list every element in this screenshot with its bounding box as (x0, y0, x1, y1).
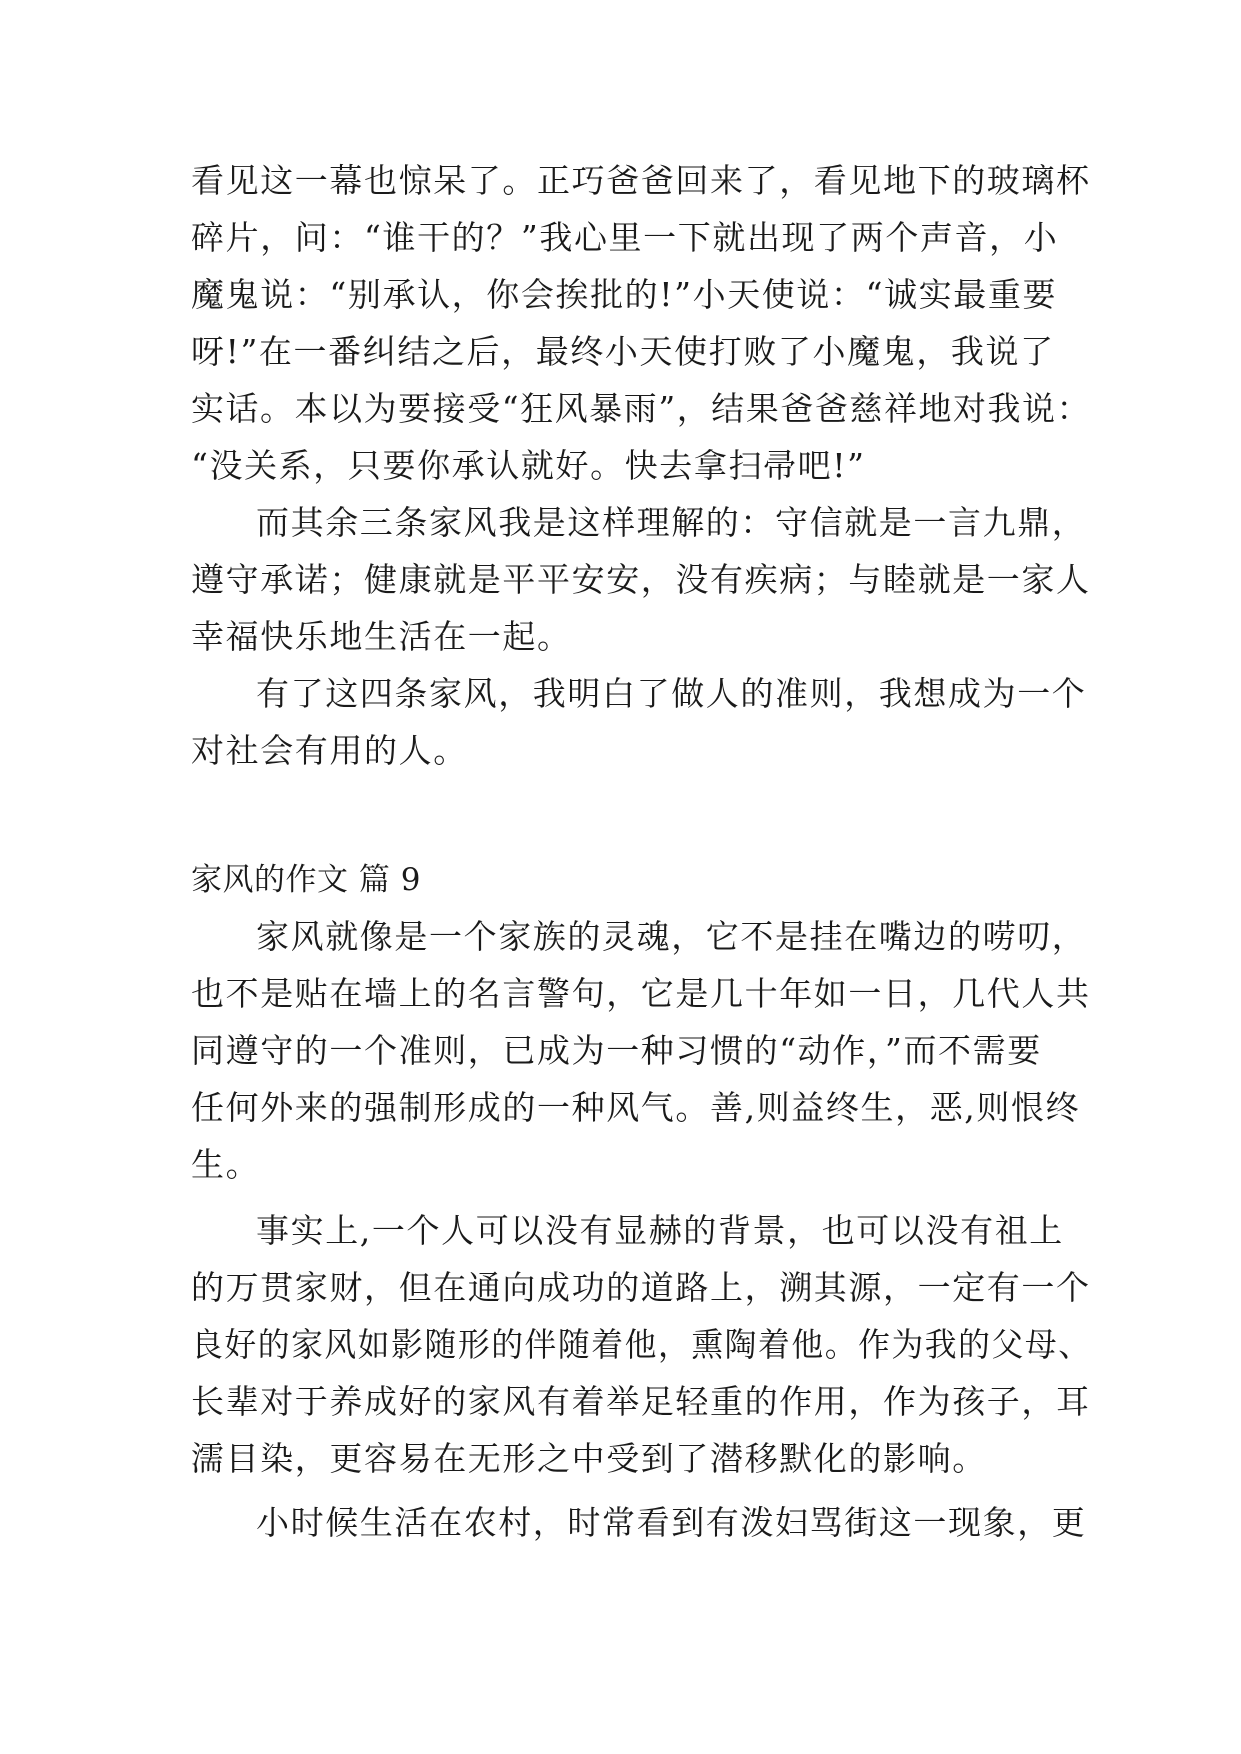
text-line: 呀!”在一番纠结之后，最终小天使打败了小魔鬼，我说了 (191, 332, 1055, 371)
text-line: 同遵守的一个准则，已成为一种习惯的“动作，”而不需要 (191, 1031, 1042, 1070)
text-line: 魔鬼说：“别承认，你会挨批的!”小天使说：“诚实最重要 (191, 275, 1058, 314)
text-line: 实话。本以为要接受“狂风暴雨”，结果爸爸慈祥地对我说： (191, 389, 1092, 428)
text-line: 遵守承诺；健康就是平平安安，没有疾病；与睦就是一家人 (191, 560, 1091, 599)
text-line: 幸福快乐地生活在一起。 (191, 617, 572, 656)
text-line: 对社会有用的人。 (191, 731, 468, 770)
text-line: 事实上,一个人可以没有显赫的背景，也可以没有祖上 (256, 1211, 1064, 1250)
text-line: 家风就像是一个家族的灵魂，它不是挂在嘴边的唠叨， (256, 917, 1087, 956)
text-line: 濡目染，更容易在无形之中受到了潜移默化的影响。 (191, 1439, 987, 1478)
text-line: 而其余三条家风我是这样理解的：守信就是一言九鼎， (256, 503, 1087, 542)
text-line: 看见这一幕也惊呆了。正巧爸爸回来了，看见地下的玻璃杯 (191, 161, 1091, 200)
text-line: 有了这四条家风，我明白了做人的准则，我想成为一个 (256, 674, 1087, 713)
section-heading: 家风的作文 篇 9 (191, 862, 421, 898)
text-line: 长辈对于养成好的家风有着举足轻重的作用，作为孩子，耳 (191, 1382, 1091, 1421)
text-line: 也不是贴在墙上的名言警句，它是几十年如一日，几代人共 (191, 974, 1091, 1013)
text-line: 的万贯家财，但在通向成功的道路上，溯其源，一定有一个 (191, 1268, 1091, 1307)
text-line: 良好的家风如影随形的伴随着他，熏陶着他。作为我的父母、 (191, 1325, 1092, 1364)
text-line: 任何外来的强制形成的一种风气。善,则益终生，恶,则恨终 (191, 1088, 1081, 1127)
text-line: “没关系，只要你承认就好。快去拿扫帚吧!” (191, 446, 866, 485)
text-line: 生。 (191, 1145, 261, 1184)
text-line: 碎片，问：“谁干的？”我心里一下就出现了两个声音，小 (191, 218, 1059, 257)
text-line: 小时候生活在农村，时常看到有泼妇骂街这一现象，更 (256, 1503, 1087, 1542)
